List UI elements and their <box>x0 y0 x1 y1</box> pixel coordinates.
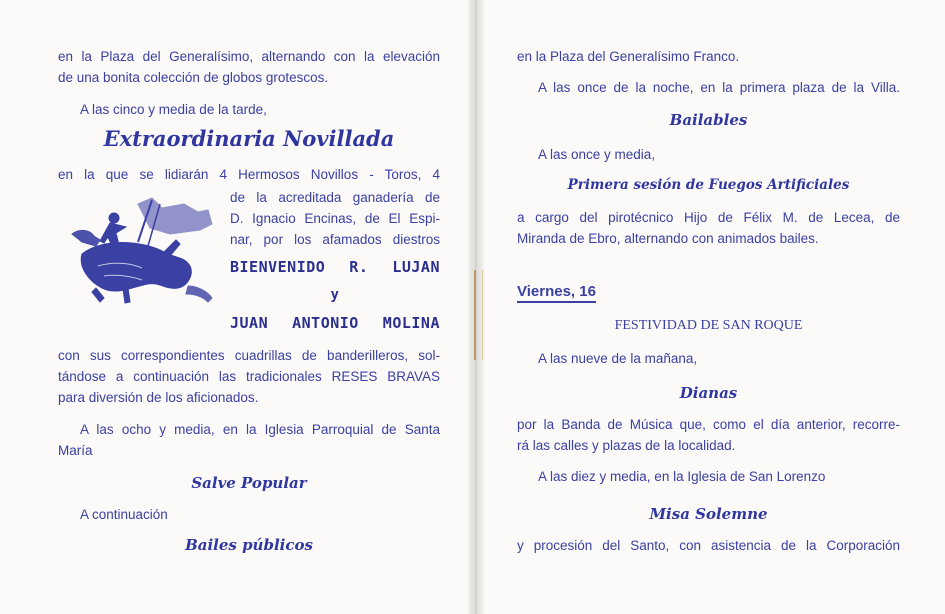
heading-dianas: Dianas <box>679 384 738 402</box>
text-line: Miranda de Ebro, alternando con animados bailes. <box>517 231 819 246</box>
heading-salve: Salve Popular <box>191 474 307 492</box>
tear-mark <box>474 270 483 360</box>
text-line: en la Plaza del Generalísimo Franco. <box>517 49 740 64</box>
bullfighter-name-1: BIENVENIDO R. LUJAN <box>230 258 440 276</box>
text-line: D. Ignacio Encinas, de El Espi- <box>230 211 440 226</box>
text-line: tándose a continuación las tradicionales RESES BRAVAS <box>58 369 440 384</box>
heading-bailes: Bailes públicos <box>185 536 313 554</box>
text-line: de la acreditada ganadería de <box>230 190 440 205</box>
text-line: y procesión del Santo, con asistencia de la Corporación <box>517 538 900 553</box>
heading-misa: Misa Solemne <box>649 505 768 523</box>
text-line: A las nueve de la mañana, <box>538 351 698 366</box>
text-line: A las once de la noche, en la primera plaza de la Villa. <box>538 80 900 95</box>
page-fold <box>468 0 484 614</box>
text-line: por la Banda de Música que, como el día anterior, recorre- <box>517 417 900 432</box>
text-line: en la que se lidiarán 4 Hermosos Novillos - Toros, 4 <box>58 167 440 182</box>
text-line: A las ocho y media, en la Iglesia Parroquial de Santa <box>80 422 440 437</box>
conjunction: y <box>330 287 340 303</box>
heading-fuegos: Primera sesión de Fuegos Artificiales <box>567 177 850 193</box>
text-line: A las cinco y media de la tarde, <box>80 102 267 117</box>
text-line: A continuación <box>80 507 168 522</box>
text-line: A las once y media, <box>538 147 656 162</box>
text-line: de una bonita colección de globos grotescos. <box>58 70 329 85</box>
bullfighter-name-2: JUAN ANTONIO MOLINA <box>230 314 440 332</box>
text-line: A las diez y media, en la Iglesia de San Lorenzo <box>538 469 826 484</box>
heading-bailables: Bailables <box>669 111 748 129</box>
text-line: para diversión de los aficionados. <box>58 390 259 405</box>
text-line: con sus correspondientes cuadrillas de banderilleros, sol- <box>58 348 440 363</box>
text-line: María <box>58 443 93 458</box>
festivity-title: FESTIVIDAD DE SAN ROQUE <box>614 318 803 333</box>
text-line: a cargo del pirotécnico Hijo de Félix M. de Lecea, de <box>517 210 900 225</box>
bullfight-illustration-icon <box>68 196 220 308</box>
day-heading: Viernes, 16 <box>517 283 596 303</box>
text-line: rá las calles y plazas de la localidad. <box>517 438 736 453</box>
text-line: nar, por los afamados diestros <box>230 232 440 247</box>
text-line: en la Plaza del Generalísimo, alternando con la elevación <box>58 49 440 64</box>
heading-novillada: Extraordinaria Novillada <box>103 126 395 151</box>
